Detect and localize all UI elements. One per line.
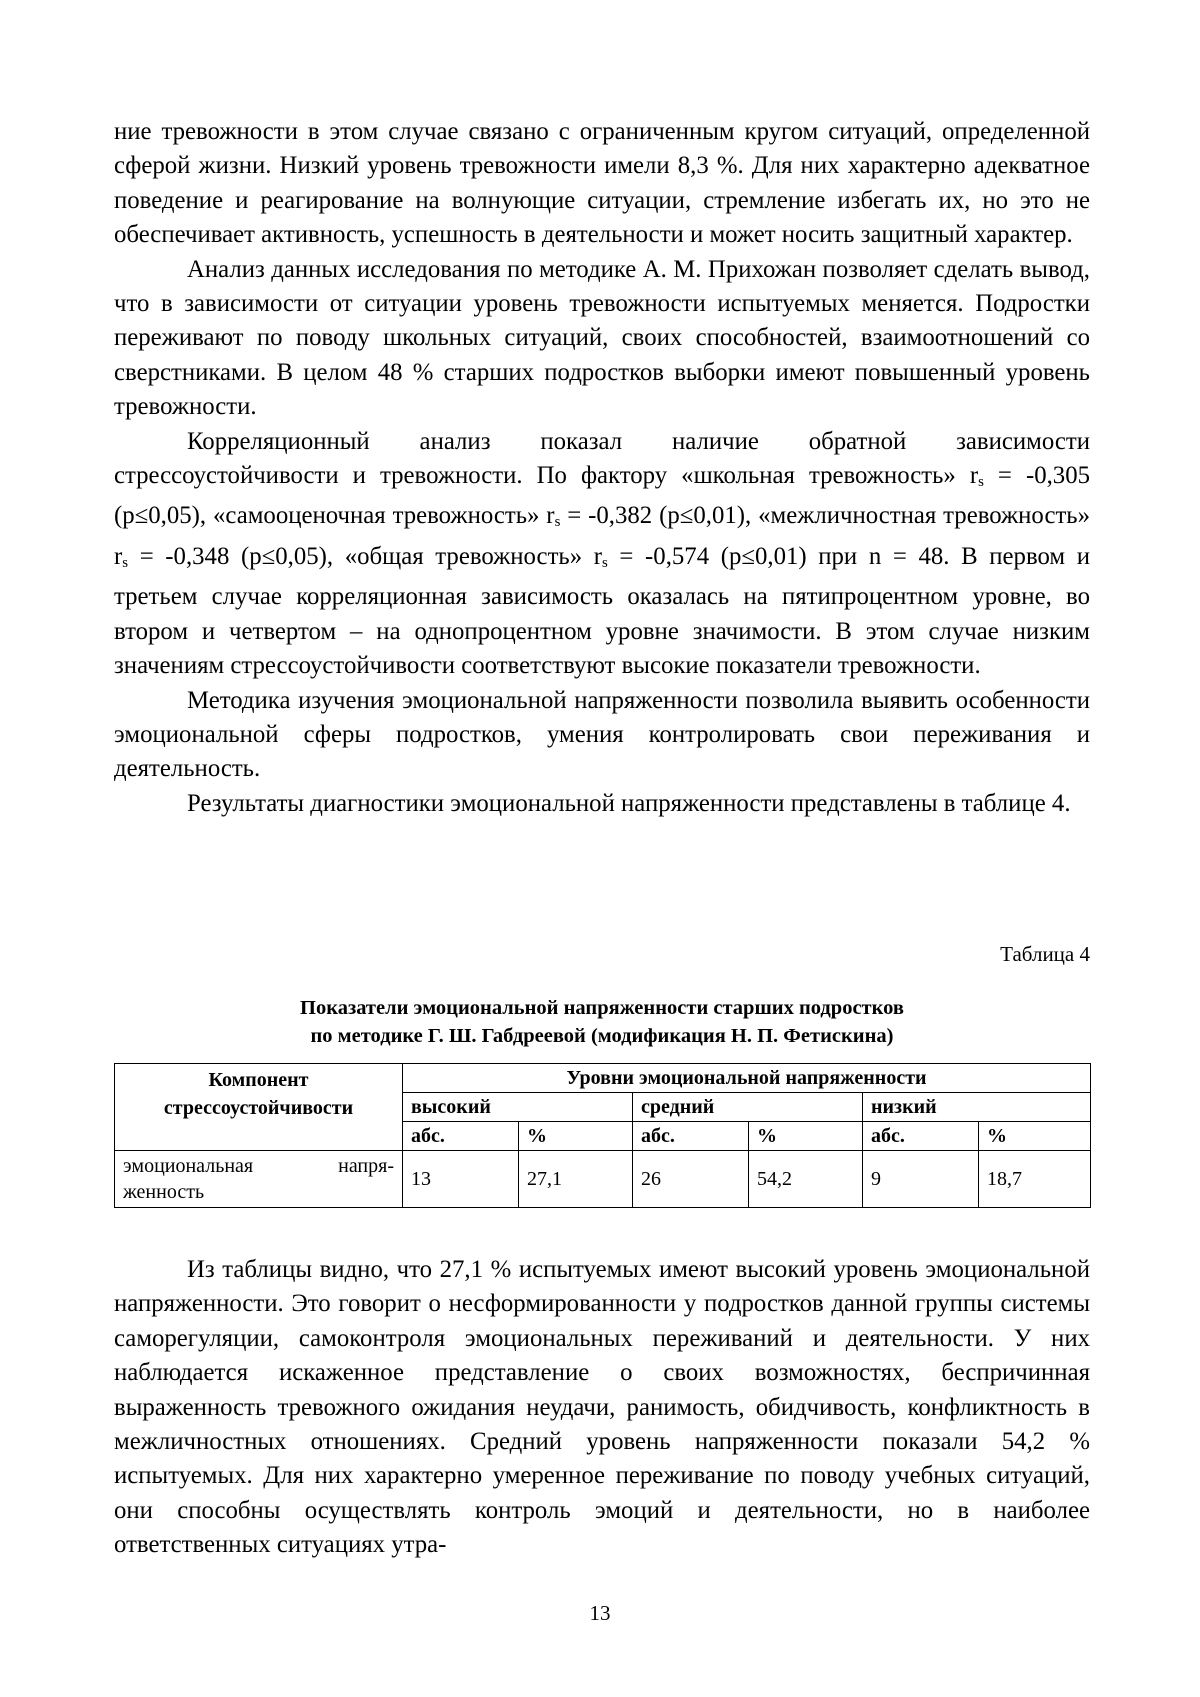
paragraph-continuation: ние тревожности в этом случае связано с ограниченным кругом ситуаций, определенной сферой жизни. Низкий уровень тревожности имели 8,3 %. Для них характерно адекватное поведение и реагирование на волнующие ситуации, стремление избегать их, но это не обеспечивает активность, успешность в деятельности и может носить защитный характер.: [114, 118, 1090, 249]
subscript-s: s: [978, 474, 984, 491]
cell-low-pct: 18,7: [979, 1151, 1091, 1208]
header-pct-medium: %: [749, 1122, 863, 1151]
paragraph-correlation: [114, 425, 1090, 684]
table-row: [115, 1151, 1091, 1208]
cell-high-pct: 27,1: [519, 1151, 633, 1208]
header-levels: Уровни эмоциональной напряженности: [403, 1064, 1091, 1093]
table-title: [114, 994, 1090, 1050]
correlation-intro: Корреляционный анализ показал наличие обратной зависимости стрессоустойчивости и тревожности. По фактору «школьная тревожность» r: [114, 427, 1090, 490]
row-label-word-1: эмоциональная: [123, 1155, 254, 1177]
emotional-tension-table: [114, 1063, 1091, 1208]
row-label-word-3: женность: [123, 1181, 205, 1203]
row-label-word-2: напря-: [338, 1155, 394, 1177]
header-level-high: высокий: [403, 1093, 633, 1122]
cell-medium-abs: 26: [633, 1151, 749, 1208]
correlation-value-1: = -0,305 (p≤0,05), «самооценочная тревожность» r: [114, 462, 1090, 530]
header-pct-high: %: [519, 1122, 633, 1151]
subscript-s: s: [554, 514, 561, 531]
header-component: Компонент стрессоустойчивости: [115, 1064, 403, 1151]
header-level-low: низкий: [863, 1093, 1091, 1122]
correlation-value-3: = -0,348 (p≤0,05), «общая тревожность» r: [128, 542, 602, 570]
paragraph-table-analysis: Из таблицы видно, что 27,1 % испытуемых имеют высокий уровень эмоциональной напряженности. Это говорит о несформированности у подростков данной группы системы саморегуляции, самоконтроля эмоциональных переживаний и деятельности. У них наблюдается искаженное представление о своих возможностях, беспричинная выраженность тревожного ожидания неудачи, ранимость, обидчивость, конфликтность в межличностных отношениях. Средний уровень напряженности показали 54,2 % испытуемых. Для них характерно умеренное переживание по поводу учебных ситуаций, они способны осуществлять контроль эмоций и деятельности, но в наиболее ответственных ситуациях утра-: [114, 1256, 1090, 1559]
body-text-top: [114, 115, 1090, 821]
page-number: 13: [589, 1601, 611, 1625]
header-abs-medium: абс.: [633, 1122, 749, 1151]
header-abs-high: абс.: [403, 1122, 519, 1151]
cell-low-abs: 9: [863, 1151, 979, 1208]
cell-high-abs: 13: [403, 1151, 519, 1208]
subscript-s: s: [602, 554, 608, 571]
paragraph-results-intro: Результаты диагностики эмоциональной напряженности представлены в таблице 4.: [187, 789, 1071, 817]
row-label: [115, 1151, 403, 1208]
header-abs-low: абс.: [863, 1122, 979, 1151]
table-title-line-1: Показатели эмоциональной напряженности старших подростков: [300, 997, 904, 1019]
body-text-bottom: [114, 1253, 1090, 1563]
table-title-line-2: по методике Г. Ш. Габдреевой (модификация Н. П. Фетискина): [310, 1025, 894, 1047]
data-table-wrapper: [114, 1063, 1090, 1208]
table-caption: Таблица 4: [1000, 942, 1090, 966]
cell-medium-pct: 54,2: [749, 1151, 863, 1208]
correlation-value-4: = -0,574 (p≤0,01) при n = 48. В первом и третьем случае корреляционная зависимость оказалась на пятипроцентном уровне, во втором и четвертом – на однопроцентном уровне значимости. В этом случае низким значениям стрессоустойчивости соответствуют высокие показатели тревожности.: [114, 542, 1090, 680]
subscript-s: s: [122, 554, 129, 571]
header-pct-low: %: [979, 1122, 1091, 1151]
paragraph-prikhozhan: Анализ данных исследования по методике А. М. Прихожан позволяет сделать вывод, что в зависимости от ситуации уровень тревожности испытуемых меняется. Подростки переживают по поводу школьных ситуаций, своих способностей, взаимоотношений со сверстниками. В целом 48 % старших подростков выборки имеют повышенный уровень тревожности.: [114, 255, 1090, 421]
correlation-value-2: = -0,382 (p≤0,01), «межличностная тревожность» r: [114, 502, 1090, 570]
paragraph-method: Методика изучения эмоциональной напряженности позволила выявить особенности эмоциональной сферы подростков, умения контролировать свои переживания и деятельность.: [114, 686, 1090, 783]
header-level-medium: средний: [633, 1093, 863, 1122]
